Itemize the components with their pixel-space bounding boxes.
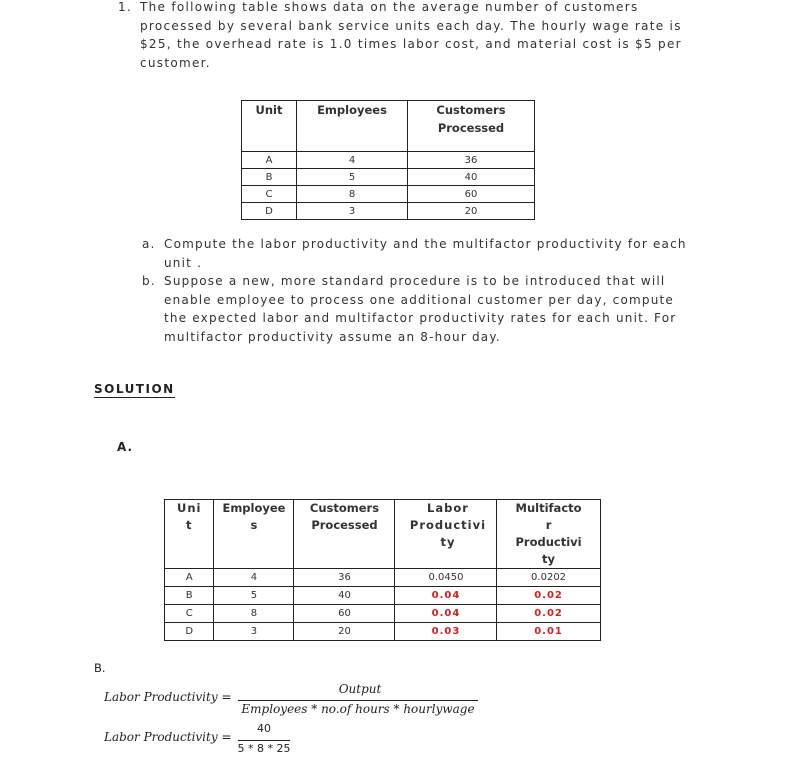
cell: 8 xyxy=(297,186,408,203)
table-row xyxy=(242,203,535,220)
cell: 60 xyxy=(294,605,395,623)
col-header-customers: Customers Processed xyxy=(294,500,395,569)
part-a-label: A. xyxy=(117,440,134,454)
cell: 60 xyxy=(408,186,535,203)
cell: 36 xyxy=(408,152,535,169)
cell: 20 xyxy=(294,623,395,641)
col-header-employees: Employees xyxy=(297,101,408,152)
part-b-label: B. xyxy=(94,661,106,675)
question-text: Compute the labor productivity and the multifactor productivity for each unit . xyxy=(164,237,687,270)
cell: B xyxy=(165,587,214,605)
question-a xyxy=(142,235,702,272)
cell: A xyxy=(165,569,214,587)
table-row xyxy=(242,186,535,203)
formula-1-denominator: Employees * no.of hours * hourlywage xyxy=(241,702,475,716)
table-row xyxy=(242,152,535,169)
cell: 4 xyxy=(297,152,408,169)
results-table xyxy=(164,499,601,641)
cell: 8 xyxy=(214,605,294,623)
cell: 3 xyxy=(214,623,294,641)
cell-highlight: 0.02 xyxy=(497,605,600,623)
question-label: b. xyxy=(142,274,156,288)
problem-number: 1. xyxy=(118,0,133,14)
formula-1-fraction-bar xyxy=(238,700,478,701)
question-label: a. xyxy=(142,237,156,251)
table-header-row xyxy=(165,500,601,569)
cell: C xyxy=(242,186,297,203)
data-table xyxy=(241,100,535,220)
col-header-unit: Unit xyxy=(242,101,297,152)
col-header-unit: Uni t xyxy=(165,500,214,569)
col-header-labor-productivity: Labor Productivi ty xyxy=(395,500,497,569)
cell: 0.0202 xyxy=(497,569,600,587)
formula-2-denominator: 5 * 8 * 25 xyxy=(237,742,291,755)
formula-1-lhs: Labor Productivity = xyxy=(104,690,232,704)
cell: 3 xyxy=(297,203,408,220)
problem-text: The following table shows data on the average number of customers processed by several bank service units each day. The hourly wage rate is $25, the overhead rate is 1.0 times labor cost, and material cost is $5 per customer. xyxy=(140,0,682,70)
cell: 20 xyxy=(408,203,535,220)
formula-1-numerator: Output xyxy=(338,682,382,696)
table-header-row xyxy=(242,101,535,152)
cell-highlight: 0.01 xyxy=(497,623,600,641)
table-row xyxy=(242,169,535,186)
cell: 5 xyxy=(214,587,294,605)
solution-heading: SOLUTION xyxy=(94,382,175,396)
cell-highlight: 0.02 xyxy=(497,587,600,605)
col-header-employees: Employee s xyxy=(214,500,294,569)
cell: 40 xyxy=(408,169,535,186)
question-b xyxy=(142,272,702,346)
col-header-customers: Customers Processed xyxy=(408,101,535,152)
cell: B xyxy=(242,169,297,186)
cell: 40 xyxy=(294,587,395,605)
cell-highlight: 0.03 xyxy=(395,623,497,641)
formula-2-lhs: Labor Productivity = xyxy=(104,730,232,744)
cell-highlight: 0.04 xyxy=(395,587,497,605)
cell: D xyxy=(165,623,214,641)
cell: 0.0450 xyxy=(395,569,497,587)
cell: D xyxy=(242,203,297,220)
col-header-multifactor-productivity: Multifacto r Productivi ty xyxy=(497,500,600,569)
table-row xyxy=(165,605,601,623)
cell: A xyxy=(242,152,297,169)
question-text: Suppose a new, more standard procedure is to be introduced that will enable employee to process one additional customer per day, compute the expected labor and multifactor productivity rates for each unit. For multifactor productivity assume an 8-hour day. xyxy=(164,274,677,344)
cell: C xyxy=(165,605,214,623)
table-row xyxy=(165,569,601,587)
table-row xyxy=(165,623,601,641)
formula-2-fraction-bar xyxy=(238,740,290,741)
cell: 36 xyxy=(294,569,395,587)
cell-highlight: 0.04 xyxy=(395,605,497,623)
formula-2-numerator: 40 xyxy=(257,722,271,735)
cell: 5 xyxy=(297,169,408,186)
problem-statement xyxy=(118,0,708,72)
table-row xyxy=(165,587,601,605)
cell: 4 xyxy=(214,569,294,587)
